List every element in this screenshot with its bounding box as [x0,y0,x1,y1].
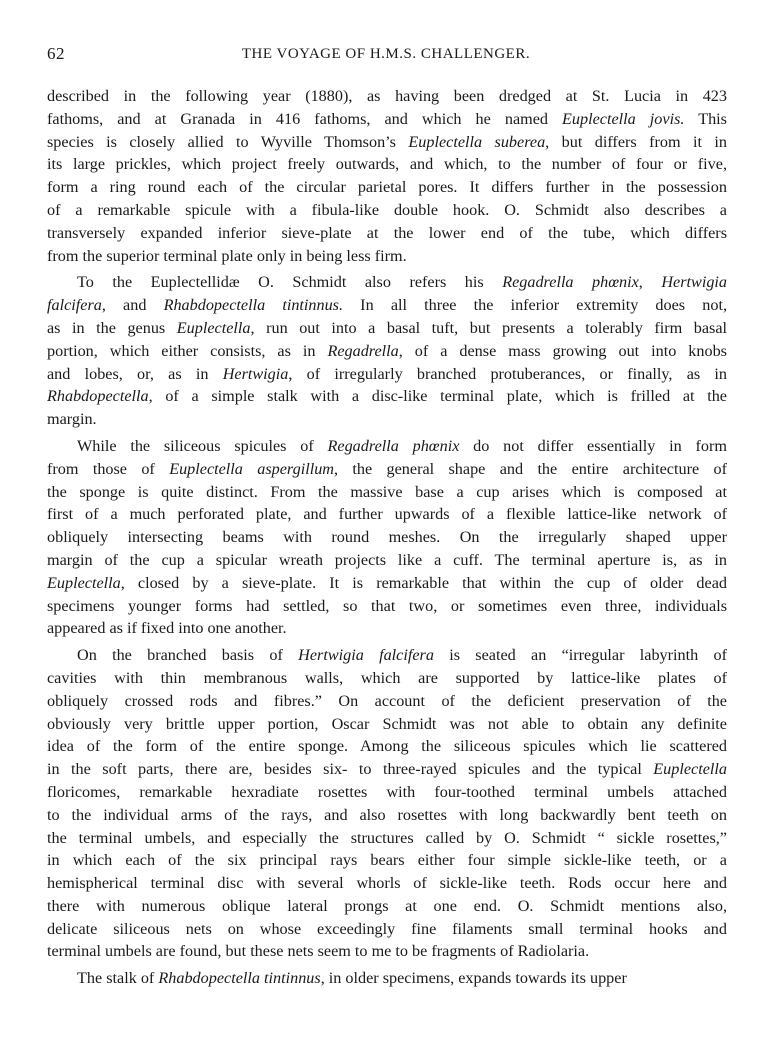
text-line: as in the genus Euplectella, run out into a basal tuft, but presents a tolerably firm basal [47,318,727,337]
paragraph [47,85,727,267]
paragraph [47,967,727,990]
text-line: On the branched basis of Hertwigia falcifera is seated an “irregular labyrinth of [77,646,727,665]
text-line: portion, which either consists, as in Regadrella, of a dense mass growing out into knobs [47,341,727,360]
text-line: its large prickles, which project freely outwards, and which, to the number of four or five, [47,155,727,174]
text-line: in which each of the six principal rays bears either four simple sickle-like teeth, or a [47,851,727,870]
text-line: Euplectella, closed by a sieve-plate. It is remarkable that within the cup of older dead [47,573,727,592]
text-line: hemispherical terminal disc with several whorls of sickle-like teeth. Rods occur here and [47,874,727,893]
text-line: While the siliceous spicules of Regadrella phœnix do not differ essentially in form [77,436,727,455]
text-line: there with numerous oblique lateral prongs at one end. O. Schmidt mentions also, [47,896,727,915]
text-line: Rhabdopectella, of a simple stalk with a disc-like terminal plate, which is frilled at the [47,387,727,406]
text-line: of a remarkable spicule with a fibula-like double hook. O. Schmidt also describes a [47,200,727,219]
text-line: the sponge is quite distinct. From the massive base a cup arises which is composed at [47,482,727,501]
text-line: the terminal umbels, and especially the structures called by O. Schmidt “ sickle rosettes,” [47,828,727,847]
text-line: from the superior terminal plate only in being less firm. [47,246,407,265]
paragraph [47,435,727,640]
text-line: terminal umbels are found, but these nets seem to me to be fragments of Radiolaria. [47,942,590,961]
text-line: first of a much perforated plate, and further upwards of a flexible lattice-like network of [47,505,727,524]
text-line: in the soft parts, there are, besides six- to three-rayed spicules and the typical Euplectella [47,760,727,779]
text-line: form a ring round each of the circular parietal pores. It differs further in the possession [47,178,727,197]
text-line: The stalk of Rhabdopectella tintinnus, in older specimens, expands towards its upper [77,969,627,988]
text-line: species is closely allied to Wyville Thomson’s Euplectella suberea, but differs from it in [47,132,727,151]
text-line: described in the following year (1880), as having been dredged at St. Lucia in 423 [47,87,727,105]
text-line: fathoms, and at Granada in 416 fathoms, and which he named Euplectella jovis. This [47,109,727,128]
text-line: margin. [47,410,97,429]
text-line: obviously very brittle upper portion, Oscar Schmidt was not able to obtain any definite [47,714,727,733]
paragraph [47,271,727,431]
text-line: floricomes, remarkable hexradiate rosettes with four-toothed terminal umbels attached [47,782,727,801]
text-line: falcifera, and Rhabdopectella tintinnus. In all three the inferior extremity does not, [47,296,727,315]
text-line: from those of Euplectella aspergillum, the general shape and the entire architecture of [47,459,727,478]
text-line: obliquely crossed rods and fibres.” On account of the deficient preservation of the [47,691,727,710]
text-line: delicate siliceous nets on whose exceedingly fine filaments small terminal hooks and [47,919,727,938]
page-number: 62 [47,44,65,63]
text-line: specimens younger forms had settled, so that two, or sometimes even three, individuals [47,596,727,615]
running-head: THE VOYAGE OF H.M.S. CHALLENGER. [241,46,531,62]
paragraph [47,644,727,963]
body-text [47,85,727,990]
text-line: transversely expanded inferior sieve-plate at the lower end of the tube, which differs [47,223,727,242]
text-line: To the Euplectellidæ O. Schmidt also refers his Regadrella phœnix, Hertwigia [77,273,727,292]
text-line: cavities with thin membranous walls, which are supported by lattice-like plates of [47,668,727,687]
text-line: and lobes, or, as in Hertwigia, of irregularly branched protuberances, or finally, as in [47,364,727,383]
page-header [47,44,725,68]
text-line: to the individual arms of the rays, and also rosettes with long backwardly bent teeth on [47,805,727,824]
text-line: idea of the form of the entire sponge. Among the siliceous spicules which lie scattered [47,737,727,756]
text-line: appeared as if fixed into one another. [47,619,287,638]
text-line: obliquely intersecting beams with round meshes. On the irregularly shaped upper [47,528,727,547]
text-line: margin of the cup a spicular wreath projects like a cuff. The terminal aperture is, as in [47,550,727,569]
